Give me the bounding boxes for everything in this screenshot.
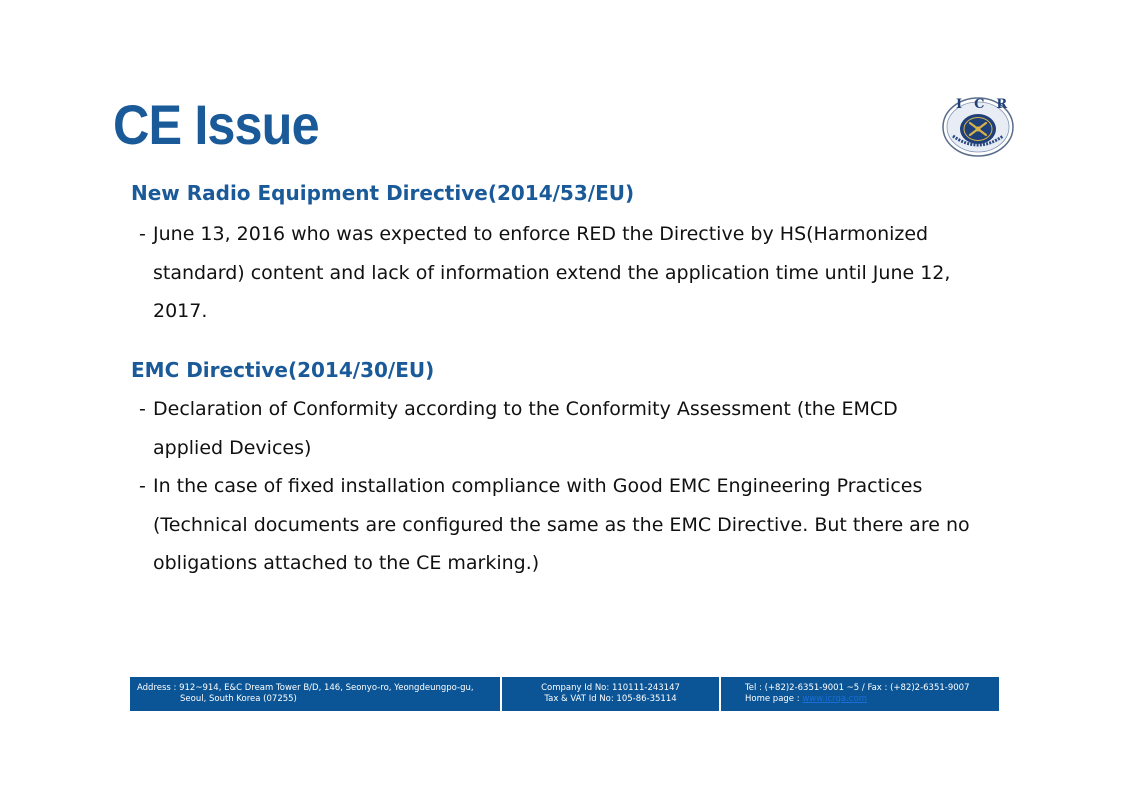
bullet-emc-1 — [139, 390, 939, 467]
bullet-text: June 13, 2016 who was expected to enforce RED the Directive by HS(Harmonized standard) content and lack of information extend the application time until June 12, 2017. — [153, 223, 951, 322]
homepage-link[interactable]: www.icrqa.com — [802, 694, 867, 704]
company-id: Company Id No: 110111-243147 — [541, 683, 680, 693]
homepage-label: Home page : — [745, 694, 803, 704]
phone-fax: Tel : (+82)2-6351-9001 ~5 / Fax : (+82)2-6351-9007 — [745, 683, 970, 693]
footer-contact — [721, 677, 999, 711]
footer-company-ids — [502, 677, 719, 711]
address-line-2: Seoul, South Korea (07255) — [180, 694, 297, 704]
page-title: CE Issue — [113, 93, 319, 156]
bullet-text: Declaration of Conformity according to the Conformity Assessment (the EMCD applied Devices) — [153, 398, 898, 459]
homepage-row — [745, 694, 999, 705]
bullet-text: In the case of fixed installation compliance with Good EMC Engineering Practices (Technical documents are configured the same as the EMC Directive. But there are no obligations attached to the CE marking.) — [153, 475, 970, 574]
address-line-1: Address : 912~914, E&C Dream Tower B/D, 146, Seonyo-ro, Yeongdeungpo-gu, — [137, 683, 474, 693]
logo-letter-row — [952, 97, 1020, 112]
logo-letters: ICR — [956, 97, 1020, 112]
bullet-dash: - — [139, 475, 146, 497]
bullet-dash: - — [139, 223, 146, 245]
bullet-dash: - — [139, 398, 146, 420]
footer-address — [130, 677, 500, 711]
footer-bar — [130, 677, 999, 711]
section-heading-emc: EMC Directive(2014/30/EU) — [131, 358, 435, 382]
tax-id: Tax & VAT Id No: 105-86-35114 — [544, 694, 677, 704]
bullet-red-1 — [139, 215, 979, 331]
bullet-emc-2 — [139, 467, 979, 583]
section-heading-red: New Radio Equipment Directive(2014/53/EU) — [131, 181, 635, 205]
